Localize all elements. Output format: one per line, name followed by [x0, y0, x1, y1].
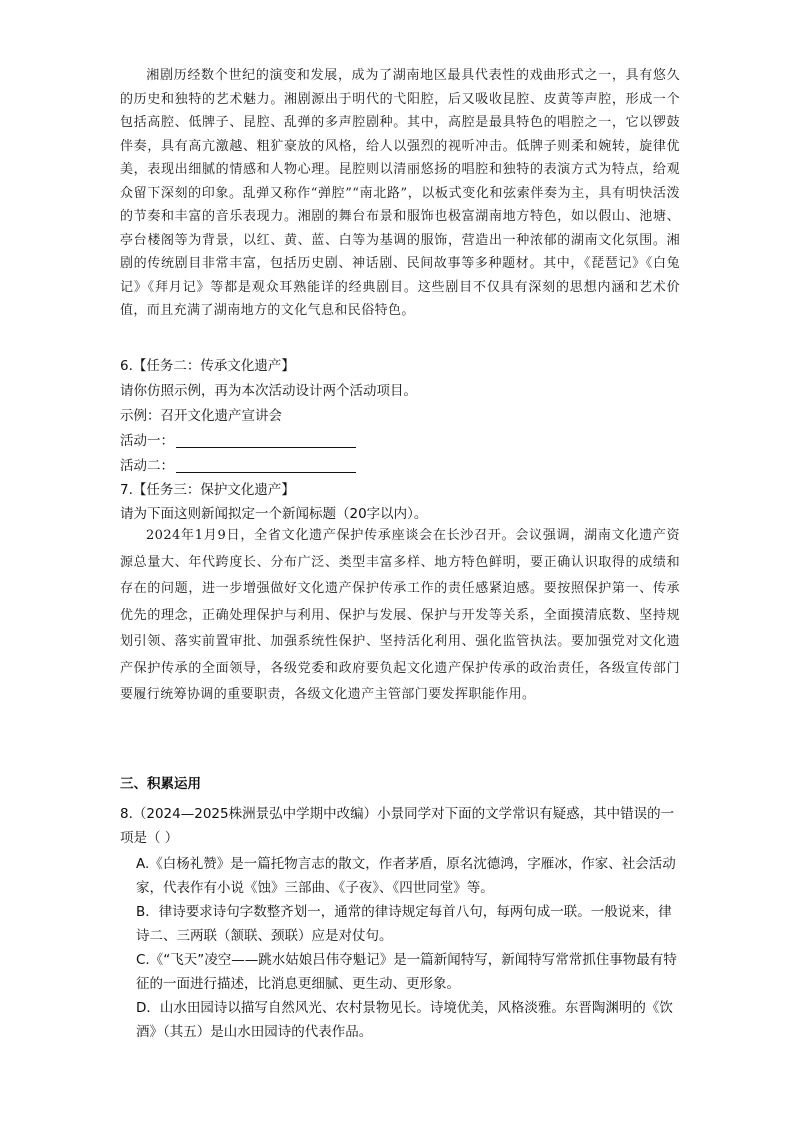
q6-example: 示例：召开文化遗产宣讲会 — [120, 408, 282, 424]
activity-2-blank[interactable] — [176, 456, 356, 473]
passage-text: 湘剧历经数个世纪的演变和发展，成为了湖南地区最具代表性的戏曲形式之一，具有悠久的历史和独特的艺术魅力。湘剧源出于明代的弋阳腔，后又吸收昆腔、皮黄等声腔，形成一个包括高腔、低牌子、昆腔、乱弹的多声腔剧种。其中，高腔是最具特色的唱腔之一，它以锣鼓伴奏，具有高亢激越、粗犷豪放的风格，给人以强烈的视听冲击。低牌子则柔和婉转，旋律优美，表现出细腻的情感和人物心理。昆腔则以清丽悠扬的唱腔和独特的表演方式为特点，给观众留下深刻的印象。乱弹又称作“弹腔”“南北路”，以板式变化和弦索伴奏为主，具有明快活泼的节奏和丰富的音乐表现力。湘剧的舞台布景和服饰也极富湖南地方特色，如以假山、池塘、亭台楼阁等为背景，以红、黄、蓝、白等为基调的服饰，营造出一种浓郁的湖南文化氛围。湘剧的传统剧目非常丰富，包括历史剧、神话剧、民间故事等多种题材。其中，《琵琶记》《白兔记》《拜月记》等都是观众耳熟能详的经典剧目。这些剧目不仅具有深刻的思想内涵和艺术价值，而且充满了湖南地方的文化气息和民俗特色。 — [120, 68, 680, 318]
q8-option-a[interactable]: A.《白杨礼赞》是一篇托物言志的散文，作者茅盾，原名沈德鸿，字雁冰，作家、社会活动家，代表作有小说《蚀》三部曲、《子夜》、《四世同堂》等。 — [136, 856, 676, 896]
q6-prompt: 请你仿照示例，再为本次活动设计两个活动项目。 — [120, 383, 417, 399]
news-passage — [120, 523, 680, 709]
q6-activity-1 — [120, 429, 356, 453]
q7-prompt: 请为下面这则新闻拟定一个新闻标题（20字以内）。 — [120, 506, 428, 522]
section-heading: 三、积累运用 — [120, 776, 201, 792]
activity-1-blank[interactable] — [176, 431, 356, 448]
q7-title: 7.【任务三：保护文化遗产】 — [120, 482, 295, 498]
q8-stem: 8.（2024—2025株洲景弘中学期中改编）小景同学对下面的文学常识有疑惑，其中错误的一项是（ ） — [120, 806, 675, 846]
q6-activity-2 — [120, 454, 356, 478]
activity-2-label: 活动二： — [120, 458, 174, 474]
activity-1-label: 活动一： — [120, 433, 174, 449]
xiangju-passage — [120, 64, 680, 323]
q6-title: 6.【任务二：传承文化遗产】 — [120, 358, 295, 374]
q8 — [120, 802, 680, 1044]
news-text: 2024年1月9日，全省文化遗产保护传承座谈会在长沙召开。会议强调，湖南文化遗产资源总量大、年代跨度长、分布广泛、类型丰富多样、地方特色鲜明，要正确认识取得的成绩和存在的问题，进一步增强做好文化遗产保护传承工作的责任感紧迫感。要按照保护第一、传承优先的理念，正确处理保护与利用、保护与发展、保护与开发等关系，全面摸清底数、坚持规划引领、落实前置审批、加强系统性保护、坚持活化利用、强化监管执法。要加强党对文化遗产保护传承的全面领导，各级党委和政府要负起文化遗产保护传承的政治责任，各级宣传部门要履行统筹协调的重要职责，各级文化遗产主管部门要发挥职能作用。 — [120, 528, 680, 702]
q8-option-b[interactable]: B．律诗要求诗句字数整齐划一，通常的律诗规定每首八句，每两句成一联。一般说来，律诗二、三两联（颔联、颈联）应是对仗句。 — [136, 904, 672, 944]
q8-option-c[interactable]: C.《“飞天”凌空——跳水姑娘吕伟夺魁记》是一篇新闻特写，新闻特写常常抓住事物最有特征的一面进行描述，比消息更细腻、更生动、更形象。 — [136, 952, 677, 992]
q8-option-d[interactable]: D．山水田园诗以描写自然风光、农村景物见长。诗境优美，风格淡雅。东晋陶渊明的《饮酒》（其五）是山水田园诗的代表作品。 — [136, 1000, 673, 1040]
